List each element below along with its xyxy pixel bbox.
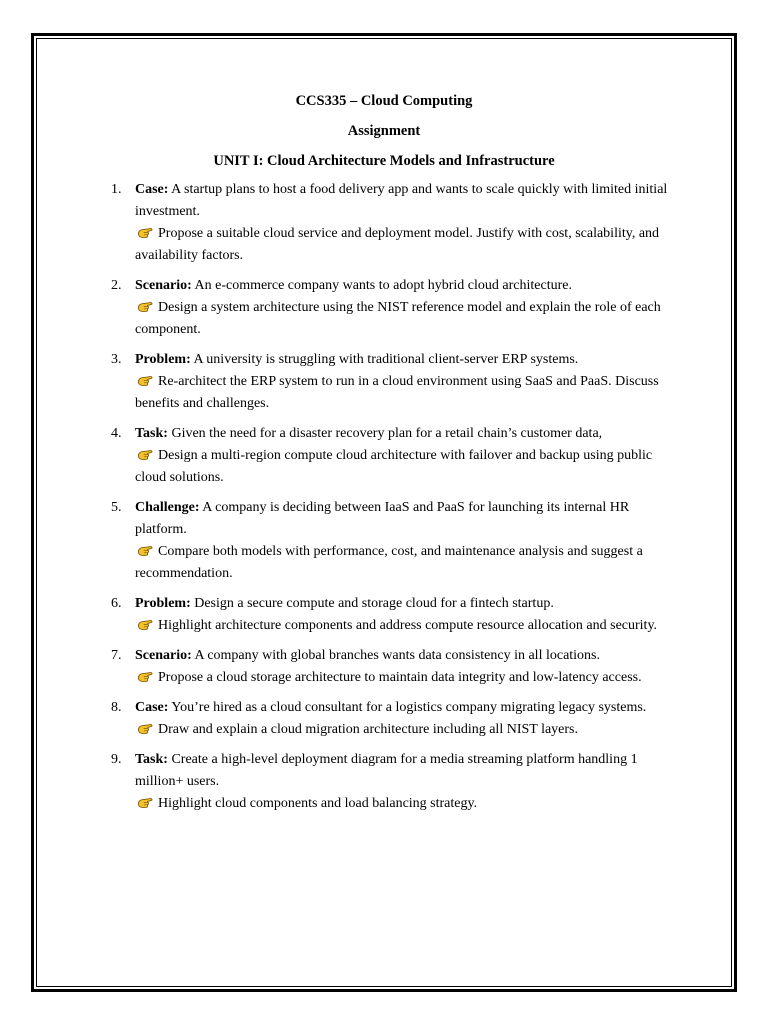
question-label: Case: — [135, 700, 169, 715]
unit-title: UNIT I: Cloud Architecture Models and Infrastructure — [213, 153, 555, 169]
question-number: 4. — [111, 426, 122, 441]
question-text: A company with global branches wants data consistency in all locations. — [191, 648, 601, 663]
question-item — [0, 179, 768, 267]
question-item — [0, 349, 768, 415]
question-number: 7. — [111, 648, 122, 663]
pointing-hand-icon — [137, 796, 155, 809]
question-task — [135, 615, 683, 637]
question-label: Problem: — [135, 596, 191, 611]
question-label: Problem: — [135, 352, 191, 367]
question-task-text: Design a multi-region compute cloud architecture with failover and backup using public cloud solutions. — [135, 448, 653, 485]
question-label: Scenario: — [135, 278, 192, 293]
question-task — [135, 297, 683, 341]
question-text: Given the need for a disaster recovery plan for a retail chain’s customer data, — [167, 426, 603, 441]
pointing-hand-icon — [137, 544, 155, 557]
question-task-text: Highlight cloud components and load balancing strategy. — [158, 796, 478, 811]
question-list — [0, 179, 768, 815]
pointing-hand-icon — [137, 448, 155, 461]
pointing-hand-icon — [137, 226, 155, 239]
question-number: 3. — [111, 352, 122, 367]
question-text: A university is struggling with traditional client-server ERP systems. — [190, 352, 579, 367]
question-task — [135, 223, 683, 267]
question-label: Task: — [135, 752, 168, 767]
question-text: Create a high-level deployment diagram for a media streaming platform handling 1 million+ users. — [135, 752, 638, 789]
pointing-hand-icon — [137, 618, 155, 631]
question-number: 5. — [111, 500, 122, 515]
question-item — [0, 645, 768, 689]
question-item — [0, 697, 768, 741]
pointing-hand-icon — [137, 374, 155, 387]
question-number: 8. — [111, 700, 122, 715]
question-task — [135, 793, 683, 815]
document-body — [0, 92, 768, 823]
question-task-text: Highlight architecture components and address compute resource allocation and security. — [158, 618, 658, 633]
question-task-text: Propose a suitable cloud service and deployment model. Justify with cost, scalability, and availability factors. — [135, 226, 660, 263]
question-item — [0, 275, 768, 341]
question-task — [135, 541, 683, 585]
question-label: Scenario: — [135, 648, 192, 663]
question-task-text: Re-architect the ERP system to run in a cloud environment using SaaS and PaaS. Discuss benefits and challenges. — [135, 374, 659, 411]
question-item — [0, 749, 768, 815]
question-number: 1. — [111, 182, 122, 197]
question-text: An e-commerce company wants to adopt hybrid cloud architecture. — [191, 278, 572, 293]
question-text: A company is deciding between IaaS and PaaS for launching its internal HR platform. — [135, 500, 630, 537]
question-number: 6. — [111, 596, 122, 611]
question-item — [0, 497, 768, 585]
question-task — [135, 719, 683, 741]
question-label: Task: — [135, 426, 168, 441]
question-task-text: Compare both models with performance, cost, and maintenance analysis and suggest a recommendation. — [135, 544, 643, 581]
question-item — [0, 423, 768, 489]
question-task — [135, 445, 683, 489]
question-text: Design a secure compute and storage cloud for a fintech startup. — [190, 596, 554, 611]
question-label: Challenge: — [135, 500, 200, 515]
pointing-hand-icon — [137, 670, 155, 683]
pointing-hand-icon — [137, 300, 155, 313]
question-text: You’re hired as a cloud consultant for a logistics company migrating legacy systems. — [168, 700, 647, 715]
question-task — [135, 371, 683, 415]
question-item — [0, 593, 768, 637]
course-title: CCS335 – Cloud Computing — [295, 93, 473, 109]
question-task-text: Propose a cloud storage architecture to maintain data integrity and low-latency access. — [158, 670, 642, 685]
question-task-text: Draw and explain a cloud migration architecture including all NIST layers. — [158, 722, 578, 737]
question-task-text: Design a system architecture using the NIST reference model and explain the role of each component. — [135, 300, 661, 337]
question-label: Case: — [135, 182, 169, 197]
question-number: 2. — [111, 278, 122, 293]
question-task — [135, 667, 683, 689]
pointing-hand-icon — [137, 722, 155, 735]
question-text: A startup plans to host a food delivery app and wants to scale quickly with limited initial investment. — [135, 182, 668, 219]
document-type: Assignment — [347, 123, 421, 139]
question-number: 9. — [111, 752, 122, 767]
